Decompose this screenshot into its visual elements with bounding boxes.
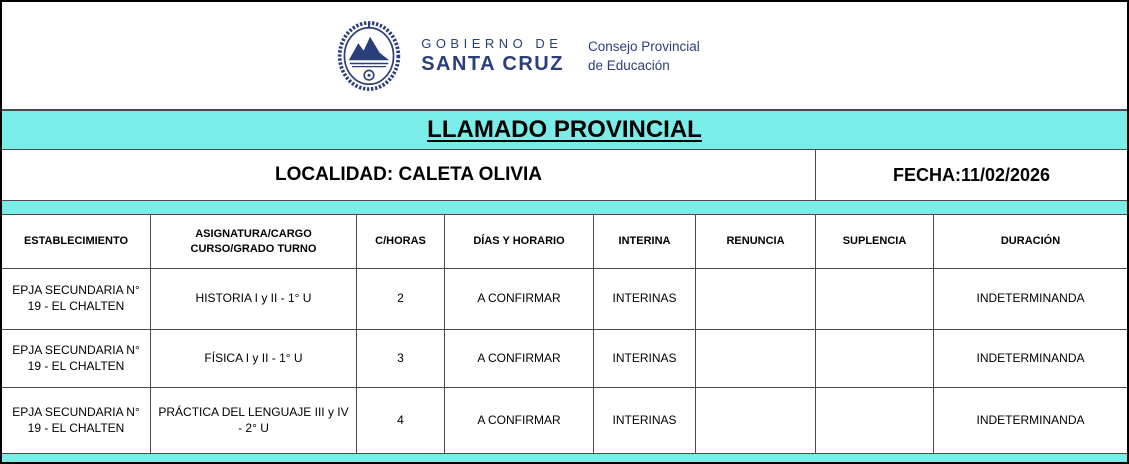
separator-strip bbox=[2, 201, 1127, 215]
fecha-cell: FECHA:11/02/2026 bbox=[892, 164, 1051, 185]
table-row bbox=[2, 388, 1127, 454]
cell-choras: 2 bbox=[357, 269, 445, 329]
cell-suplencia bbox=[816, 330, 934, 387]
col-choras: C/HORAS bbox=[357, 215, 445, 268]
government-logo bbox=[337, 20, 700, 92]
cell-duracion: INDETERMINANDA bbox=[976, 350, 1085, 365]
col-establecimiento: ESTABLECIMIENTO bbox=[2, 215, 151, 268]
cell-renuncia bbox=[696, 269, 816, 329]
cell-renuncia bbox=[696, 388, 816, 453]
cell-asignatura: HISTORIA I y II - 1° U bbox=[151, 269, 357, 329]
cell-interina: INTERINAS bbox=[594, 269, 696, 329]
cell-dias-horario: A CONFIRMAR bbox=[445, 269, 594, 329]
page-title: LLAMADO PROVINCIAL bbox=[427, 116, 702, 143]
col-interina: INTERINA bbox=[594, 215, 696, 268]
cell-choras: 3 bbox=[357, 330, 445, 387]
cell-interina: INTERINAS bbox=[594, 330, 696, 387]
col-dias-horario: DÍAS Y HORARIO bbox=[445, 215, 594, 268]
cell-asignatura: FÍSICA I y II - 1° U bbox=[151, 330, 357, 387]
cell-establecimiento: EPJA SECUNDARIA N° 19 - EL CHALTEN bbox=[2, 269, 151, 329]
consejo-line1: Consejo Provincial bbox=[587, 38, 700, 54]
cell-duracion: INDETERMINANDA bbox=[976, 412, 1085, 427]
table-header-row bbox=[2, 215, 1127, 269]
info-row bbox=[2, 150, 1127, 201]
table-row bbox=[2, 269, 1127, 330]
consejo-line2: de Educación bbox=[587, 57, 670, 73]
letterhead bbox=[2, 2, 1127, 111]
cell-suplencia bbox=[816, 269, 934, 329]
cell-choras: 4 bbox=[357, 388, 445, 453]
cell-establecimiento: EPJA SECUNDARIA N° 19 - EL CHALTEN bbox=[2, 388, 151, 453]
col-renuncia: RENUNCIA bbox=[696, 215, 816, 268]
santa-cruz-label: SANTA CRUZ bbox=[421, 52, 564, 75]
col-suplencia: SUPLENCIA bbox=[816, 215, 934, 268]
localidad-cell: LOCALIDAD: CALETA OLIVIA bbox=[2, 150, 816, 200]
col-asignatura: ASIGNATURA/CARGO CURSO/GRADO TURNO bbox=[151, 215, 357, 268]
bottom-accent-strip bbox=[2, 454, 1127, 462]
cell-suplencia bbox=[816, 388, 934, 453]
cell-renuncia bbox=[696, 330, 816, 387]
santa-cruz-coat-of-arms-icon bbox=[337, 20, 401, 92]
cell-establecimiento: EPJA SECUNDARIA N° 19 - EL CHALTEN bbox=[2, 330, 151, 387]
cell-asignatura: PRÁCTICA DEL LENGUAJE III y IV - 2° U bbox=[151, 388, 357, 453]
government-name bbox=[421, 36, 564, 76]
cell-dias-horario: A CONFIRMAR bbox=[445, 388, 594, 453]
col-duracion: DURACIÓN bbox=[1000, 235, 1061, 248]
cell-duracion: INDETERMINANDA bbox=[976, 291, 1085, 306]
table-row bbox=[2, 330, 1127, 388]
cell-dias-horario: A CONFIRMAR bbox=[445, 330, 594, 387]
cell-interina: INTERINAS bbox=[594, 388, 696, 453]
consejo-provincial-label bbox=[588, 37, 700, 75]
title-banner bbox=[2, 111, 1127, 150]
gobierno-de-label: GOBIERNO DE bbox=[421, 35, 563, 51]
